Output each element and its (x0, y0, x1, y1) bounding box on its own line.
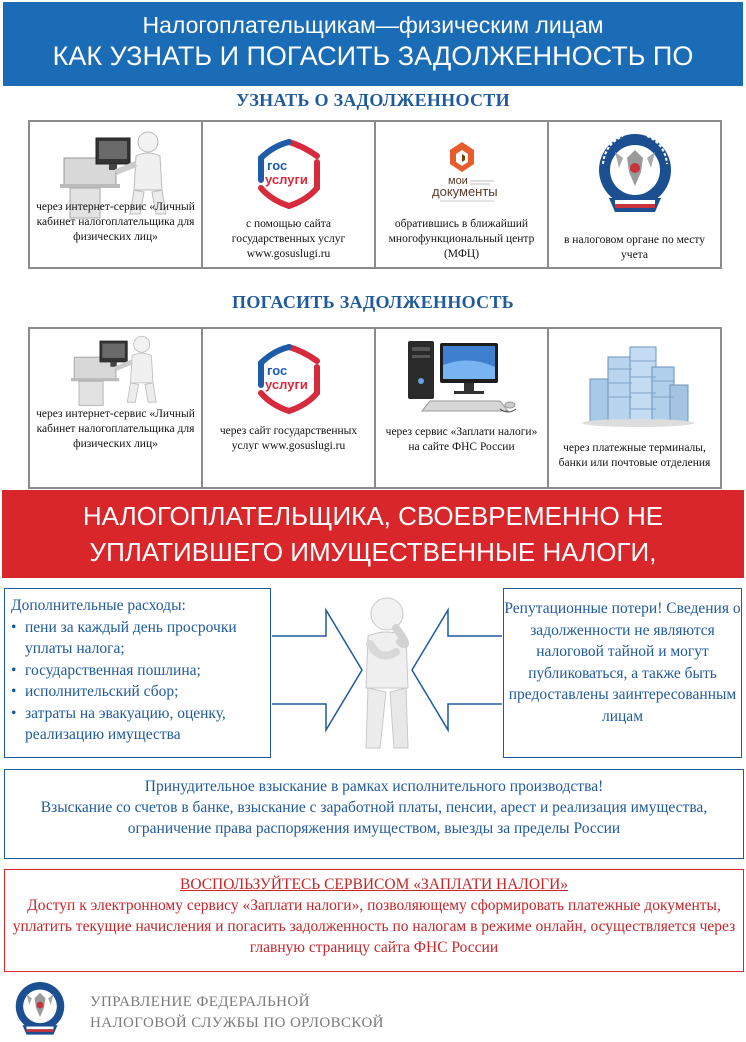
learn-grid (28, 120, 722, 269)
arrow-right-icon (272, 610, 362, 730)
gos-logo-text2: услуги (264, 172, 308, 187)
footer-line-1: УПРАВЛЕНИЕ ФЕДЕРАЛЬНОЙ (90, 994, 310, 1010)
pay-caption-2: через сайт государственных услуг www.gosuslugi.ru (219, 425, 358, 452)
pay-grid (28, 327, 722, 489)
footer-text (90, 992, 384, 1034)
arrow-left-icon (412, 610, 502, 730)
service-title: ВОСПОЛЬЗУЙТЕСЬ СЕРВИСОМ «ЗАПЛАТИ НАЛОГИ» (179, 876, 569, 893)
gos-logo-text1: гос (266, 158, 287, 173)
gosuslugi-logo (203, 136, 374, 212)
learn-caption-2: с помощью сайта государственных услуг www.gosuslugi.ru (231, 218, 346, 260)
reputation-box: Репутационные потери! Сведения о задолженности не являются налоговой тайной и могут публиковаться, а также быть предоставлены заинтересованным лицам (503, 588, 742, 758)
learn-caption-4: в налоговом органе по месту учета (564, 234, 705, 261)
pay-caption-1: через интернет-сервис «Личный кабинет налогоплательщика для физических лиц» (36, 408, 195, 450)
pay-caption-3: через сервис «Заплати налоги» на сайте ФНС России (385, 426, 538, 453)
list-item: • исполнительский сбор; (11, 681, 264, 703)
mfc-logo (376, 140, 547, 210)
pay-section-title: ПОГАСИТЬ ЗАДОЛЖЕННОСТЬ (232, 292, 514, 312)
thinking-figure-illustration (270, 588, 504, 758)
list-item: • государственная пошлина; (11, 660, 264, 682)
warning-line-2: УПЛАТИВШЕГО ИМУЩЕСТВЕННЫЕ НАЛОГИ, (89, 537, 657, 567)
thinking-person-icon (366, 598, 408, 748)
service-text: Доступ к электронному сервису «Заплати налоги», позволяющему сформировать платежные документы, уплатить текущие начисления и погасить задолженность по налогам в режиме онлайн, осуществляется через главную страницу сайта ФНС России (12, 897, 736, 956)
mfc-logo-text2: документы (431, 184, 498, 199)
computer-user-icon (30, 333, 201, 407)
learn-caption-3: обратившись в ближайший многофункциональный центр (МФЦ) (388, 218, 535, 260)
gos-logo-text2: услуги (264, 377, 308, 392)
enforcement-box (4, 769, 744, 859)
gos-logo-text1: гос (266, 363, 287, 378)
page-header (3, 2, 743, 86)
warning-banner (2, 490, 744, 578)
learn-item-cabinet (30, 122, 203, 267)
pay-item-terminals (549, 329, 720, 487)
buildings-icon (549, 339, 720, 429)
service-box (4, 869, 744, 972)
fns-emblem (549, 128, 720, 220)
footer-line-2: НАЛОГОВОЙ СЛУЖБЫ ПО ОРЛОВСКОЙ (90, 1015, 384, 1031)
pay-item-cabinet (30, 329, 203, 487)
gosuslugi-logo (203, 341, 374, 417)
mfc-logo-text1: мои (447, 175, 468, 187)
list-item: • пени за каждый день просрочки уплаты налога; (11, 617, 264, 660)
header-title: КАК УЗНАТЬ И ПОГАСИТЬ ЗАДОЛЖЕННОСТЬ ПО (52, 41, 694, 71)
warning-line-1: НАЛОГОПЛАТЕЛЬЩИКА, СВОЕВРЕМЕННО НЕ (82, 501, 664, 531)
learn-item-office (549, 122, 720, 267)
pay-caption-4: через платежные терминалы, банки или почтовые отделения (558, 442, 711, 469)
expenses-list (11, 617, 264, 746)
enforcement-text: Взыскание со счетов в банке, взыскание с заработной платы, пенсии, арест и реализация имущества, ограничение права распоряжения имуществом, выезды за пределы России (40, 799, 708, 837)
pay-item-service (376, 329, 549, 487)
list-item: • затраты на эвакуацию, оценку, реализацию имущества (11, 703, 264, 746)
learn-item-mfc (376, 122, 549, 267)
expenses-title: Дополнительные расходы: (11, 597, 186, 614)
desktop-computer-icon (376, 335, 547, 421)
learn-caption-1: через интернет-сервис «Личный кабинет налогоплательщика для физических лиц» (36, 201, 195, 243)
expenses-box (4, 588, 271, 758)
learn-item-gosuslugi (203, 122, 376, 267)
pay-item-gosuslugi (203, 329, 376, 487)
fns-emblem-footer (8, 978, 72, 1040)
enforcement-title: Принудительное взыскание в рамках исполнительного производства! (144, 778, 604, 795)
learn-section-title: УЗНАТЬ О ЗАДОЛЖЕННОСТИ (236, 90, 510, 110)
header-subtitle: Налогоплательщикам—физическим лицам (142, 12, 604, 38)
